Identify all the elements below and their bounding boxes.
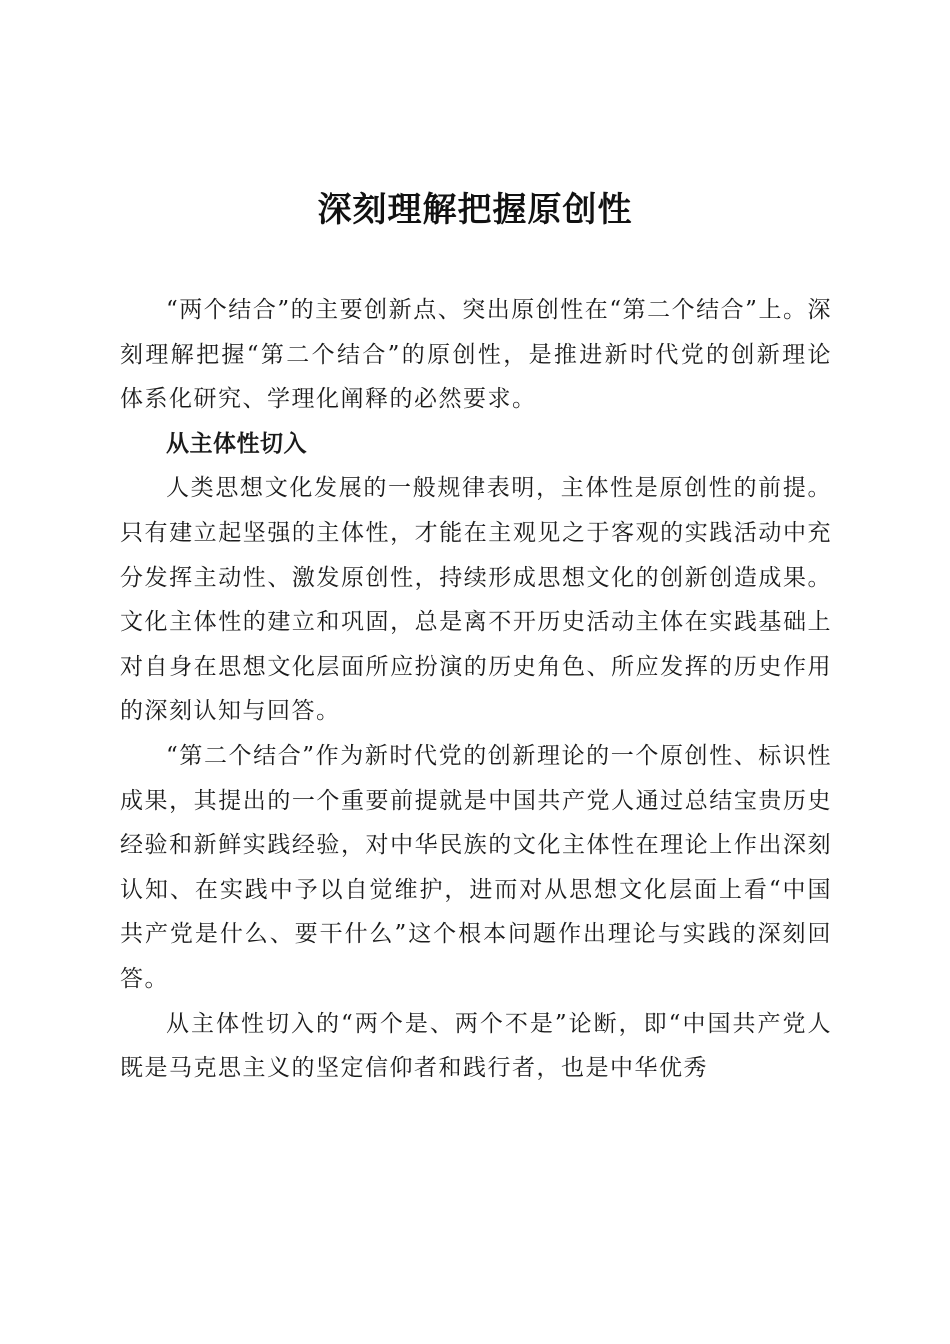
- paragraph: 人类思想文化发展的一般规律表明，主体性是原创性的前提。只有建立起坚强的主体性，才能在主观见之于客观的实践活动中充分发挥主动性、激发原创性，持续形成思想文化的创新创造成果。文化主体性的建立和巩固，总是离不开历史活动主体在实践基础上对自身在思想文化层面所应扮演的历史角色、所应发挥的历史作用的深刻认知与回答。: [120, 475, 832, 725]
- paragraph: 从主体性切入的“两个是、两个不是”论断，即“中国共产党人既是马克思主义的坚定信仰者和践行者，也是中华优秀: [120, 1010, 832, 1082]
- paragraph: “第二个结合”作为新时代党的创新理论的一个原创性、标识性成果，其提出的一个重要前提就是中国共产党人通过总结宝贵历史经验和新鲜实践经验，对中华民族的文化主体性在理论上作出深刻认知、在实践中予以自觉维护，进而对从思想文化层面上看“中国共产党是什么、要干什么”这个根本问题作出理论与实践的深刻回答。: [120, 742, 832, 992]
- document-body: [120, 288, 832, 1091]
- document-title: 深刻理解把握原创性: [317, 190, 633, 230]
- section-heading: 从主体性切入: [166, 430, 307, 457]
- paragraph: “两个结合”的主要创新点、突出原创性在“第二个结合”上。深刻理解把握“第二个结合”的原创性，是推进新时代党的创新理论体系化研究、学理化阐释的必然要求。: [120, 297, 832, 413]
